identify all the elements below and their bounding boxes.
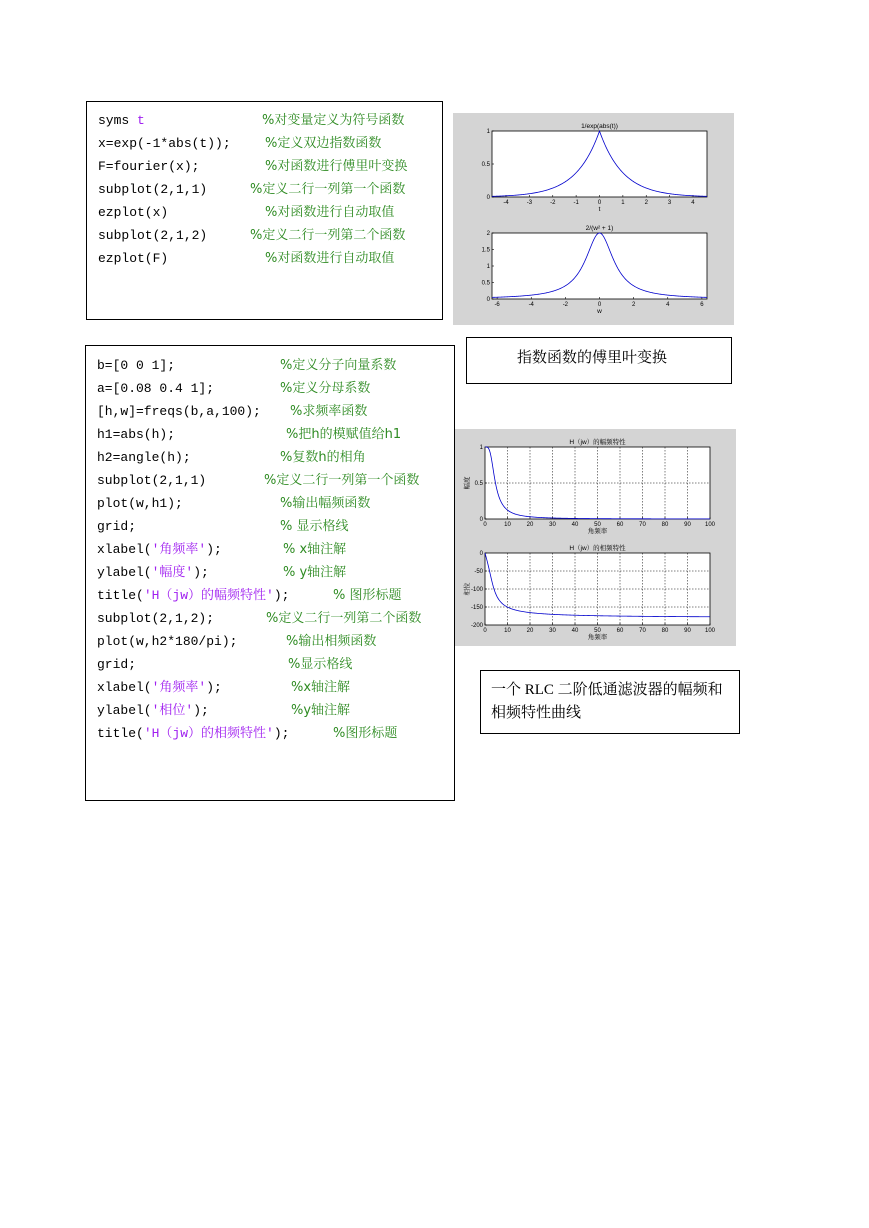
chart-title: H（jw）的幅频特性 — [569, 439, 626, 446]
code-lines-2 — [97, 354, 422, 745]
code-comment: %定义双边指数函数 — [265, 136, 382, 151]
code-line — [97, 538, 347, 561]
code-text: xlabel( — [97, 542, 152, 557]
code-text: ylabel( — [97, 703, 152, 718]
code-comment: %x轴注解 — [291, 680, 351, 695]
y-tick-label: 0 — [479, 551, 483, 557]
y-tick-label: -50 — [474, 569, 483, 575]
x-tick-label: -6 — [494, 302, 500, 308]
code-line — [97, 676, 351, 699]
code-comment: %显示格线 — [288, 657, 353, 672]
y-tick-label: 1.5 — [481, 247, 490, 254]
x-tick-label: 20 — [526, 628, 534, 634]
x-tick-label: -1 — [573, 200, 579, 206]
code-string: '角频率' — [151, 542, 207, 557]
code-text: ezplot(F) — [98, 251, 169, 266]
chart-w — [482, 225, 707, 315]
chart-title: 1/exp(abs(t)) — [581, 123, 618, 130]
code-text: h2=angle(h); — [97, 450, 191, 465]
code-text: h1=abs(h); — [97, 427, 176, 442]
x-tick-label: 80 — [661, 628, 669, 634]
code-line — [98, 201, 395, 224]
code-line — [97, 722, 398, 745]
code-comment: %定义二行一列第二个函数 — [250, 228, 406, 243]
code-text: b=[0 0 1]; — [97, 358, 176, 373]
code-string: '角频率' — [151, 680, 207, 695]
code-comment: %定义二行一列第一个函数 — [264, 473, 420, 488]
code-string: '幅度' — [151, 565, 194, 580]
y-axis-label: 相位 — [464, 582, 471, 596]
code-comment: %定义二行一列第一个函数 — [250, 182, 406, 197]
y-tick-label: 0 — [479, 517, 483, 523]
fourier-plots — [453, 113, 734, 325]
code-comment: %定义分母系数 — [280, 381, 371, 396]
code-text: grid; — [97, 657, 137, 672]
code-text: ); — [206, 542, 222, 557]
x-tick-label: 0 — [483, 522, 487, 528]
code-string: 'H（jw）的相频特性' — [143, 726, 274, 741]
x-tick-label: 100 — [704, 522, 716, 528]
code-text: subplot(2,1,2); — [97, 611, 215, 626]
x-tick-label: -2 — [562, 302, 569, 308]
y-tick-label: 1 — [486, 129, 490, 135]
code-text: [h,w]=freqs(b,a,100); — [97, 404, 261, 419]
x-tick-label: -2 — [550, 200, 556, 206]
chart-幅度 — [462, 437, 716, 535]
code-text: title( — [97, 726, 144, 741]
code-text: plot(w,h1); — [97, 496, 183, 511]
code-comment: %定义二行一列第二个函数 — [266, 611, 422, 626]
y-tick-label: 1 — [479, 445, 483, 451]
x-tick-label: 0 — [597, 200, 602, 206]
code-block-2 — [85, 345, 455, 801]
code-comment: %y轴注解 — [291, 703, 351, 718]
x-tick-label: 2 — [644, 200, 648, 206]
x-tick-label: 60 — [616, 628, 624, 634]
code-line — [97, 515, 349, 538]
plot-area — [492, 233, 707, 299]
x-tick-label: 4 — [666, 302, 670, 308]
x-axis-label: w — [597, 308, 602, 315]
x-tick-label: 50 — [594, 522, 601, 528]
code-text: ylabel( — [97, 565, 152, 580]
code-comment: %复数h的相角 — [280, 450, 366, 465]
code-keyword: t — [137, 113, 145, 128]
code-line — [97, 446, 366, 469]
code-text: ); — [273, 726, 290, 741]
x-tick-label: 3 — [667, 200, 672, 206]
x-tick-label: 0 — [483, 628, 487, 634]
code-line — [97, 607, 422, 630]
x-axis-label: t — [598, 206, 601, 213]
code-line — [97, 630, 377, 653]
code-line — [98, 155, 408, 178]
chart-title: H（jw）的相频特性 — [569, 545, 626, 552]
code-comment: %输出幅频函数 — [280, 496, 371, 511]
x-tick-label: 100 — [704, 628, 716, 634]
code-line — [98, 109, 405, 132]
x-tick-label: 1 — [621, 200, 625, 206]
x-tick-label: 90 — [684, 522, 691, 528]
code-comment: % 图形标题 — [333, 588, 402, 603]
y-tick-label: 0.5 — [481, 280, 490, 287]
code-text: F=fourier(x); — [98, 159, 200, 174]
code-line — [97, 423, 402, 446]
code-text: a=[0.08 0.4 1]; — [97, 381, 215, 396]
code-line — [97, 699, 351, 722]
x-tick-label: 10 — [504, 628, 511, 634]
x-tick-label: -4 — [503, 200, 509, 206]
x-tick-label: 6 — [700, 302, 704, 308]
code-text: subplot(2,1,1) — [97, 473, 207, 488]
code-comment: % y轴注解 — [283, 565, 347, 580]
y-tick-label: -150 — [470, 605, 483, 611]
code-line — [97, 377, 371, 400]
caption-fourier-text: 指数函数的傅里叶变换 — [517, 350, 668, 366]
code-comment: %输出相频函数 — [286, 634, 377, 649]
code-text: x=exp(-1*abs(t)); — [98, 136, 231, 151]
x-tick-label: 60 — [616, 522, 624, 528]
rlc-plots — [455, 429, 736, 646]
caption-rlc-text: 一个 RLC 二阶低通滤波器的幅频和相频特性曲线 — [491, 682, 723, 721]
figure-fourier — [453, 113, 734, 325]
x-tick-label: 10 — [504, 522, 511, 528]
x-tick-label: 70 — [639, 628, 646, 634]
code-line — [97, 469, 420, 492]
plot-area — [492, 131, 707, 197]
x-tick-label: 4 — [691, 200, 695, 206]
code-line — [97, 492, 371, 515]
x-tick-label: -4 — [528, 302, 534, 308]
x-tick-label: 80 — [661, 522, 669, 528]
x-tick-label: -3 — [526, 200, 533, 206]
code-text: title( — [97, 588, 144, 603]
x-axis-label: 角频率 — [587, 634, 608, 641]
caption-fourier — [466, 337, 732, 384]
y-tick-label: 0.5 — [474, 481, 483, 487]
x-tick-label: 2 — [631, 302, 636, 308]
code-line — [98, 247, 395, 270]
code-text: grid; — [97, 519, 137, 534]
code-comment: % x轴注解 — [283, 542, 347, 557]
code-line — [97, 584, 402, 607]
code-text: plot(w,h2*180/pi); — [97, 634, 238, 649]
x-tick-label: 40 — [571, 522, 579, 528]
chart-title: 2/(w² + 1) — [585, 225, 614, 232]
code-comment: %对函数进行傅里叶变换 — [265, 159, 408, 174]
code-lines-1 — [98, 109, 408, 270]
x-tick-label: 50 — [594, 628, 601, 634]
code-comment: %图形标题 — [333, 726, 398, 741]
figure-rlc — [455, 429, 736, 646]
y-tick-label: 0 — [486, 297, 490, 303]
x-tick-label: 0 — [597, 302, 602, 308]
y-tick-label: 1 — [486, 264, 490, 270]
x-tick-label: 70 — [639, 522, 646, 528]
code-text: syms — [98, 113, 138, 128]
code-text: subplot(2,1,2) — [98, 228, 208, 243]
caption-rlc — [480, 670, 740, 734]
code-text: ); — [193, 703, 209, 718]
code-text: ); — [193, 565, 209, 580]
code-line — [98, 132, 382, 155]
y-tick-label: -100 — [470, 587, 483, 593]
code-text: subplot(2,1,1) — [98, 182, 208, 197]
x-tick-label: 90 — [684, 628, 691, 634]
code-string: '相位' — [151, 703, 194, 718]
code-text: ); — [206, 680, 222, 695]
code-comment: %把h的模赋值给h1 — [286, 427, 402, 442]
code-comment: %定义分子向量系数 — [280, 358, 397, 373]
code-text: ); — [273, 588, 290, 603]
code-text: ezplot(x) — [98, 205, 169, 220]
chart-t — [482, 123, 707, 213]
code-line — [97, 653, 353, 676]
x-axis-label: 角频率 — [587, 528, 608, 535]
code-block-1 — [86, 101, 443, 320]
code-text: xlabel( — [97, 680, 152, 695]
y-tick-label: 0 — [486, 195, 490, 201]
code-comment: % 显示格线 — [280, 519, 349, 534]
code-line — [97, 400, 368, 423]
code-line — [97, 354, 397, 377]
code-comment: %对函数进行自动取值 — [265, 251, 395, 266]
code-line — [97, 561, 347, 584]
x-tick-label: 30 — [549, 628, 556, 634]
code-string: 'H（jw）的幅频特性' — [143, 588, 274, 603]
code-comment: %对函数进行自动取值 — [265, 205, 395, 220]
x-tick-label: 40 — [571, 628, 579, 634]
code-line — [98, 224, 406, 247]
code-line — [98, 178, 406, 201]
y-tick-label: 2 — [486, 231, 490, 237]
x-tick-label: 20 — [526, 522, 534, 528]
y-axis-label: 幅度 — [464, 476, 471, 490]
code-comment: %求频率函数 — [290, 404, 368, 419]
chart-相位 — [462, 543, 716, 641]
x-tick-label: 30 — [549, 522, 556, 528]
y-tick-label: -200 — [470, 623, 483, 629]
code-comment: %对变量定义为符号函数 — [262, 113, 405, 128]
y-tick-label: 0.5 — [481, 162, 490, 168]
